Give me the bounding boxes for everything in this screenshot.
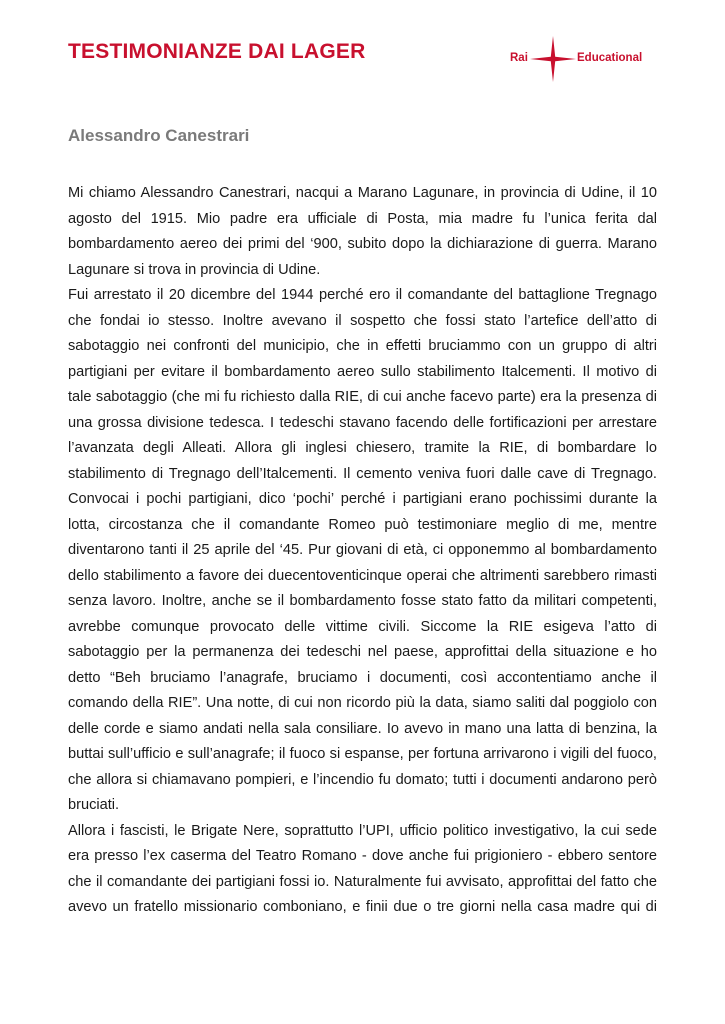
body-text-line: Convocai i pochi partigiani, dico ‘pochi’ perché i partigiani erano pochissimi durante la: [68, 491, 657, 507]
body-text-line: buttai sull’ufficio e sull’anagrafe; il fuoco si espanse, per fortuna arrivarono i vigili del fuoco,: [68, 746, 657, 762]
testimony-body-text: [68, 181, 657, 921]
logo-word-educational: Educational: [577, 52, 643, 64]
body-text-line: bombardamento aereo dei primi del ‘900, subito dopo la dichiarazione di guerra. Marano: [68, 236, 657, 252]
logo-word-rai: Rai: [510, 52, 528, 64]
body-text-line: avrebbe comunque provocato delle vittime civili. Siccome la RIE esigeva l’atto di: [68, 618, 657, 635]
body-text-line: era presso l’ex caserma del Teatro Romano - dove anche fui prigioniero - ebbero sentore: [68, 848, 657, 864]
author-heading: Alessandro Canestrari: [68, 126, 250, 145]
body-text-line: stabilimento di Tregnago dell’Italcementi. Il cemento veniva fuori dalle cave di Tregnago.: [68, 465, 657, 482]
body-text-line: Lagunare si trova in provincia di Udine.: [68, 261, 321, 278]
body-text-line: una grossa divisione tedesca. I tedeschi stavano facendo delle fortificazioni per arrestare: [68, 414, 657, 431]
body-text-line: senza lavoro. Inoltre, anche se il bombardamento fosse stato fatto da militari competenti,: [68, 593, 657, 609]
body-text-line: sabotaggio per la permanenza dei tedeschi nel paese, approfittai della situazione e ho: [68, 644, 657, 660]
body-text-line: comando della RIE”. Una notte, di cui non ricordo più la data, siamo saliti dal poggiolo con: [68, 695, 657, 711]
document-header-title: TESTIMONIANZE DAI LAGER: [68, 40, 366, 63]
body-text-line: sabotaggio nei confronti del municipio, che in effetti bruciammo con un gruppo di altri: [68, 338, 657, 354]
body-text-line: detto “Beh bruciamo l’anagrafe, bruciamo i documenti, così accontentiamo anche il: [68, 669, 657, 686]
body-text-line: bruciati.: [68, 797, 120, 813]
body-text-line: Fui arrestato il 20 dicembre del 1944 perché ero il comandante del battaglione Tregnago: [68, 287, 657, 303]
rai-star-icon: [530, 36, 576, 82]
body-text-line: l’avanzata degli Alleati. Allora gli inglesi chiesero, tramite la RIE, di bombardare lo: [68, 440, 657, 456]
body-text-line: diventarono tanti il 25 aprile del ‘45. Pur giovani di età, ci opponemmo al bombardamento: [68, 542, 657, 558]
body-text-line: delle corde e siamo andati nella sala consiliare. Io avevo in mano una latta di benzina, la: [68, 720, 657, 737]
body-text-line: che fondai io stesso. Inoltre avevano il sospetto che fossi stato l’artefice dell’atto di: [68, 312, 657, 329]
body-text-line: Allora i fascisti, le Brigate Nere, soprattutto l’UPI, ufficio politico investigativo, la cui sede: [68, 822, 657, 839]
rai-educational-logo: [508, 36, 658, 82]
body-text-line: dello stabilimento a favore dei duecentoventicinque operai che altrimenti sarebbero rimasti: [68, 567, 657, 584]
body-text-line: tale sabotaggio (che mi fu richiesto dalla RIE, di cui anche facevo parte) era la presenza di: [68, 389, 657, 405]
body-text-line: lotta, circostanza che il comandante Romeo può testimoniare meglio di me, mentre: [68, 516, 657, 533]
body-text-line: Mi chiamo Alessandro Canestrari, nacqui a Marano Lagunare, in provincia di Udine, il 10: [68, 185, 657, 201]
body-text-line: partigiani per evitare il bombardamento aereo sullo stabilimento Italcementi. Il motivo di: [68, 363, 657, 380]
body-text-line: avevo un fratello missionario comboniano, e finii due o tre giorni nella casa madre qui di: [68, 899, 657, 915]
body-text-line: che il comandante dei partigiani fossi io. Naturalmente fui avvisato, approfittai del fatto che: [68, 873, 657, 890]
body-text-line: che allora si chiamavano pompieri, e l’incendio fu domato; tutti i documenti andarono però: [68, 771, 657, 788]
body-text-line: agosto del 1915. Mio padre era ufficiale di Posta, mia madre fu l’unica ferita dal: [68, 210, 657, 227]
